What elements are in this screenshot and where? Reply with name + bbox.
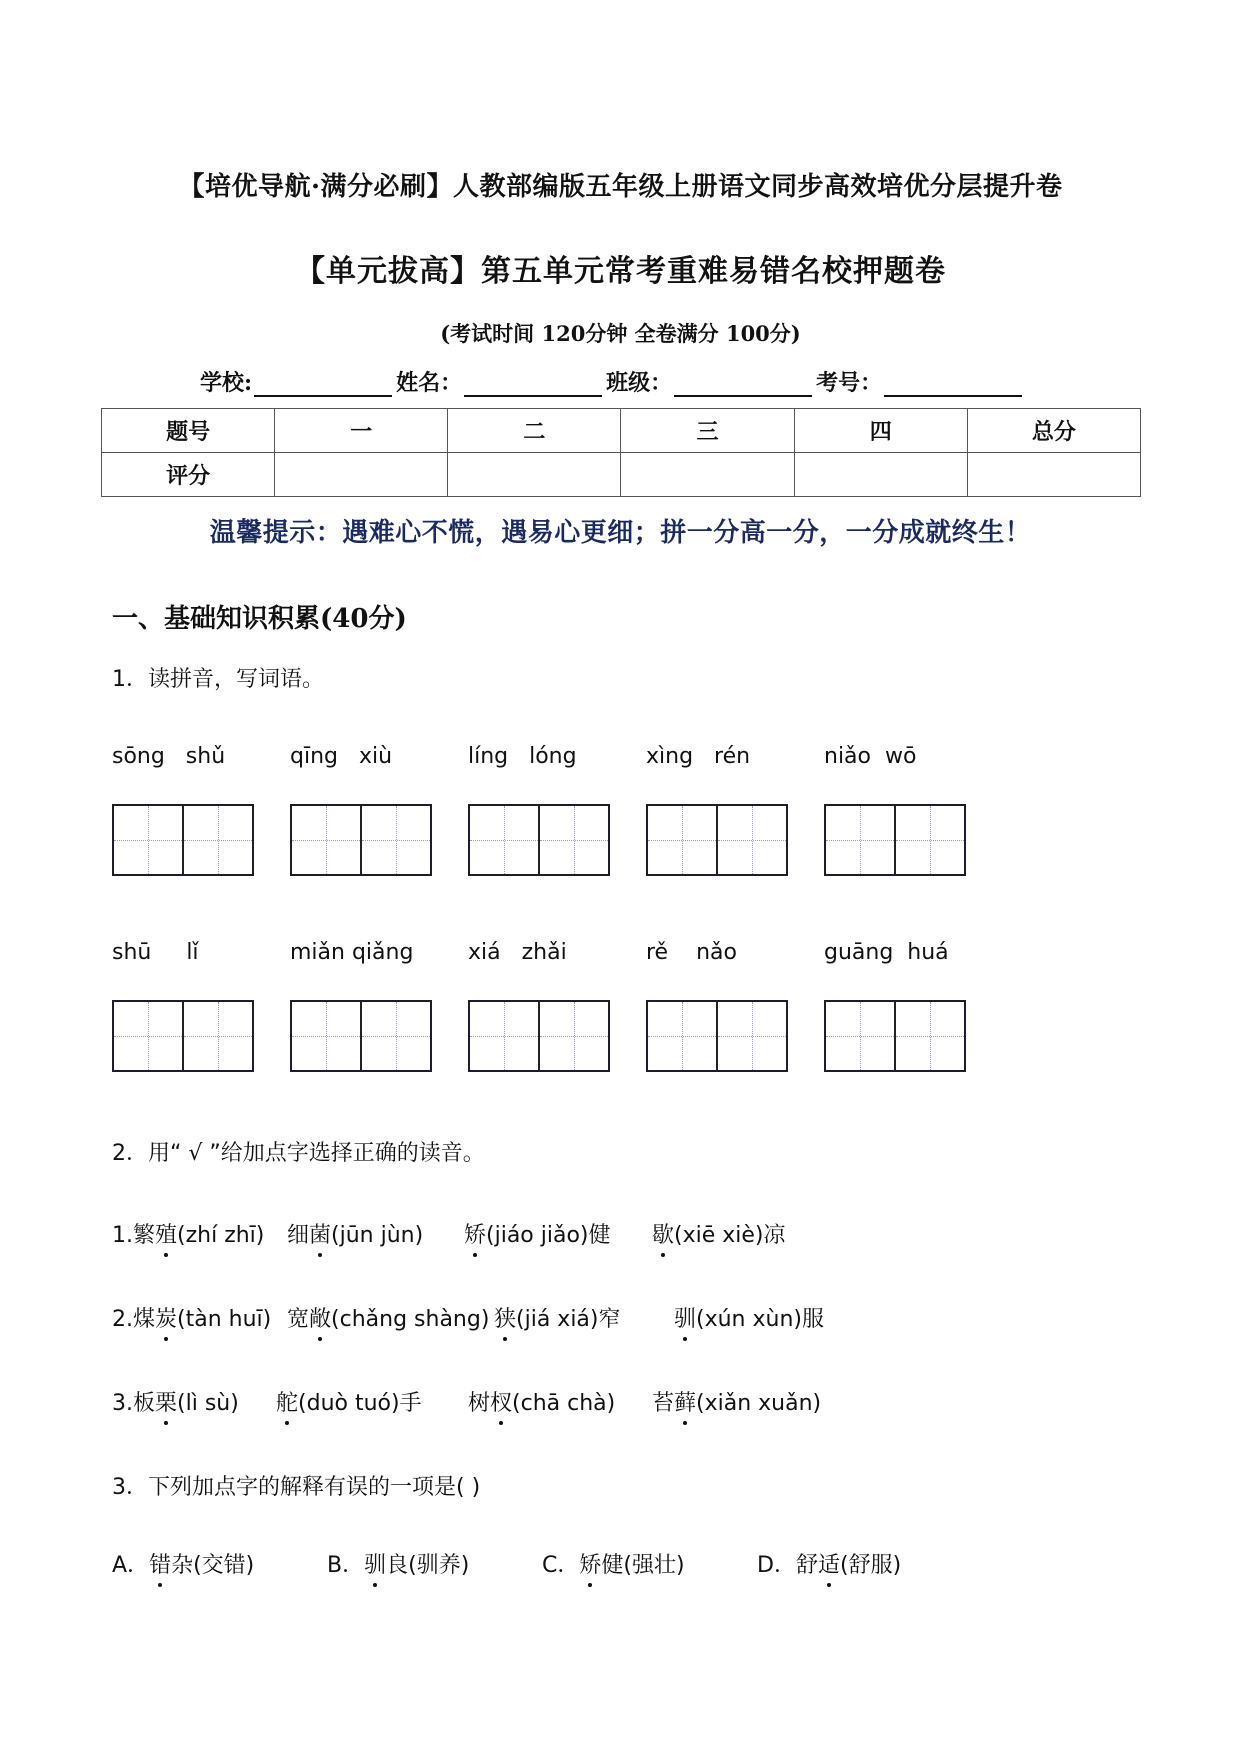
writing-grid-box[interactable]	[468, 804, 610, 876]
reading-item: 树杈(chā chà)	[468, 1386, 615, 1417]
reading-item: 2.煤炭(tàn huī)	[112, 1302, 271, 1333]
writing-grid-box[interactable]	[112, 804, 254, 876]
class-field[interactable]	[674, 375, 812, 397]
option-c[interactable]: C．矫健(强壮)	[542, 1548, 685, 1579]
writing-grid-row-2	[112, 1000, 1002, 1072]
header-cell: 一	[275, 409, 448, 453]
pinyin-word: líng lóng	[468, 744, 577, 769]
reading-item: 舵(duò tuó)手	[276, 1386, 422, 1417]
writing-grid-box[interactable]	[290, 1000, 432, 1072]
dotted-char: 矫	[464, 1218, 486, 1249]
series-title: 【培优导航·满分必刷】人教部编版五年级上册语文同步高效培优分层提升卷	[178, 172, 1063, 202]
writing-grid-box[interactable]	[646, 1000, 788, 1072]
reading-item: 歇(xiē xiè)凉	[652, 1218, 786, 1249]
writing-grid-box[interactable]	[468, 1000, 610, 1072]
score-table-header-row	[102, 409, 1141, 453]
header-cell: 题号	[102, 409, 275, 453]
reading-item: 矫(jiáo jiǎo)健	[464, 1218, 611, 1249]
exam-number-label: 考号：	[816, 370, 883, 396]
score-cell[interactable]	[275, 453, 448, 497]
dotted-char: 驯	[674, 1302, 696, 1333]
reading-item: 1.繁殖(zhí zhī)	[112, 1218, 264, 1249]
question-1-prompt: 1．读拼音，写词语。	[112, 667, 324, 692]
dotted-char: 敞	[309, 1302, 331, 1333]
school-field[interactable]	[254, 375, 392, 397]
question-2-prompt: 2．用“ √ ”给加点字选择正确的读音。	[112, 1141, 485, 1166]
section-title: 一、基础知识积累(40分)	[112, 604, 407, 634]
pinyin-word: rě nǎo	[646, 940, 737, 965]
score-cell[interactable]	[967, 453, 1140, 497]
dotted-char: 藓	[674, 1386, 696, 1417]
pinyin-word: shū lǐ	[112, 940, 199, 965]
dotted-char: 殖	[155, 1218, 177, 1249]
question-3-prompt: 3．下列加点字的解释有误的一项是( )	[112, 1475, 481, 1500]
dotted-char: 狭	[494, 1302, 516, 1333]
pinyin-word: guāng huá	[824, 940, 949, 965]
writing-grid-row-1	[112, 804, 1002, 876]
writing-grid-box[interactable]	[824, 1000, 966, 1072]
school-label: 学校:	[200, 370, 253, 396]
pinyin-word: xiá zhǎi	[468, 940, 567, 965]
dotted-char: 舵	[276, 1386, 298, 1417]
class-label: 班级：	[606, 370, 673, 396]
pinyin-word: miǎn qiǎng	[290, 940, 414, 965]
pinyin-word: qīng xiù	[290, 744, 393, 769]
reading-item: 狭(jiá xiá)窄	[494, 1302, 621, 1333]
dotted-char: 歇	[652, 1218, 674, 1249]
reading-item: 宽敞(chǎng shàng)	[287, 1302, 489, 1333]
score-table	[101, 408, 1141, 497]
reading-item: 细菌(jūn jùn)	[287, 1218, 423, 1249]
writing-grid-box[interactable]	[824, 804, 966, 876]
dotted-char: 适	[818, 1548, 840, 1579]
reading-item: 3.板栗(lì sù)	[112, 1386, 239, 1417]
score-row-label: 评分	[102, 453, 275, 497]
dotted-char: 杈	[490, 1386, 512, 1417]
dotted-char: 炭	[155, 1302, 177, 1333]
reading-item: 苔藓(xiǎn xuǎn)	[652, 1386, 821, 1417]
pinyin-row-2	[112, 940, 1002, 965]
reading-item: 驯(xún xùn)服	[674, 1302, 824, 1333]
dotted-char: 栗	[155, 1386, 177, 1417]
pinyin-row-1	[112, 744, 1002, 769]
pinyin-word: sōng shǔ	[112, 744, 226, 769]
score-cell[interactable]	[621, 453, 794, 497]
header-cell: 四	[794, 409, 967, 453]
pinyin-word: niǎo wō	[824, 744, 917, 769]
exam-number-field[interactable]	[884, 375, 1022, 397]
score-cell[interactable]	[794, 453, 967, 497]
option-a[interactable]: A．错杂(交错)	[112, 1548, 254, 1579]
option-b[interactable]: B．驯良(驯养)	[327, 1548, 469, 1579]
writing-grid-box[interactable]	[646, 804, 788, 876]
header-cell: 三	[621, 409, 794, 453]
dotted-char: 矫	[579, 1548, 601, 1579]
name-label: 姓名：	[396, 370, 463, 396]
warm-tip: 温馨提示：遇难心不慌，遇易心更细；拼一分高一分，一分成就终生！	[209, 518, 1032, 548]
score-cell[interactable]	[448, 453, 621, 497]
student-info-row	[200, 366, 1026, 397]
exam-info: (考试时间 120分钟 全卷满分 100分)	[440, 321, 801, 346]
name-field[interactable]	[464, 375, 602, 397]
dotted-char: 菌	[309, 1218, 331, 1249]
option-d[interactable]: D．舒适(舒服)	[757, 1548, 901, 1579]
score-table-score-row	[102, 453, 1141, 497]
writing-grid-box[interactable]	[112, 1000, 254, 1072]
dotted-char: 驯	[364, 1548, 386, 1579]
header-cell: 总分	[967, 409, 1140, 453]
pinyin-word: xìng rén	[646, 744, 751, 769]
header-cell: 二	[448, 409, 621, 453]
dotted-char: 错	[149, 1548, 171, 1579]
paper-title: 【单元拔高】第五单元常考重难易错名校押题卷	[295, 254, 946, 289]
writing-grid-box[interactable]	[290, 804, 432, 876]
